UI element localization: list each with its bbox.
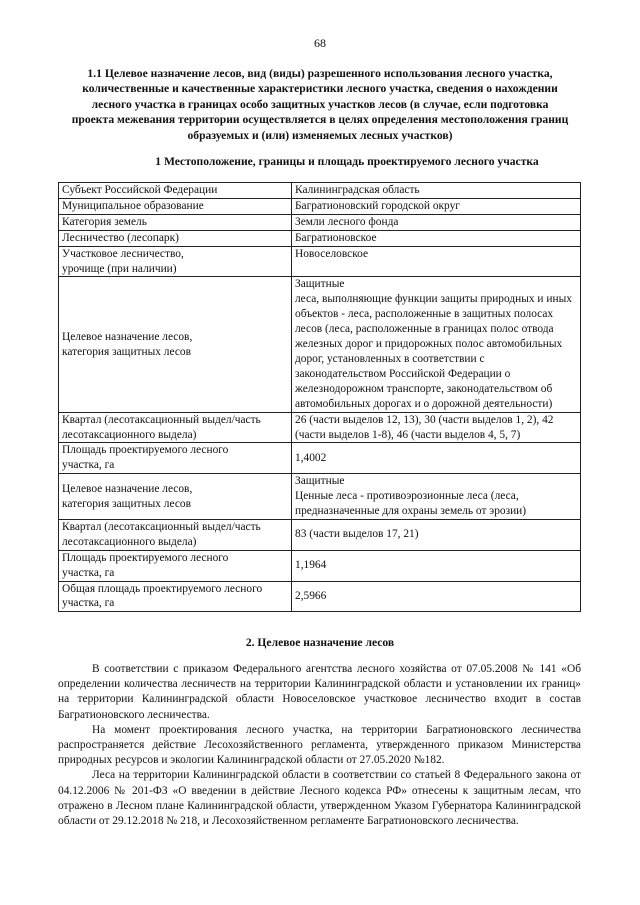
area-1-value: 1,4002	[292, 443, 581, 474]
area-2-label-line-1: Площадь проектируемого лесного	[62, 551, 229, 564]
quarter-1-label-line-1: Квартал (лесотаксационный выдел/часть	[62, 413, 261, 426]
quarter-1-label-line-2: лесотаксационного выдела)	[62, 428, 197, 441]
purpose-2-value-line-2: Ценные леса - противоэрозионные леса (леса, предназначенные для охраны земель от эрозии)	[295, 490, 527, 518]
total-area-label	[59, 581, 292, 612]
quarter-2-label-line-1: Квартал (лесотаксационный выдел/часть	[62, 520, 261, 533]
table-row-purpose-2	[59, 474, 581, 520]
table-row-area-2	[59, 550, 581, 581]
area-1-label-line-1: Площадь проектируемого лесного	[62, 444, 229, 457]
paragraph-3: Леса на территории Калининградской области в соответствии со статьей 8 Федерального закона от 04.12.2006 № 201-ФЗ «О введении в действие Лесного кодекса РФ» отнесены к защитным лесам, что отражено в Лесном плане Калининградской области, утвержденном Указом Губернатора Калининградской области от 29.12.2018 № 218, и Лесохозяйственном регламенте Багратионовского лесничества.	[58, 769, 581, 828]
municipality-label: Муниципальное образование	[59, 198, 292, 214]
quarter-2-label-line-2: лесотаксационного выдела)	[62, 535, 197, 548]
district-label	[59, 246, 292, 277]
table-row-municipality	[59, 198, 581, 214]
total-area-label-line-1: Общая площадь проектируемого лесного	[62, 582, 263, 595]
land-category-label: Категория земель	[59, 214, 292, 230]
quarter-1-value: 26 (части выделов 12, 13), 30 (части выделов 1, 2), 42 (части выделов 1-8), 46 (части выделов 4, 5, 7)	[292, 412, 581, 443]
district-label-line-1: Участковое лесничество,	[62, 247, 184, 260]
section-2-body	[58, 662, 581, 829]
district-value: Новоселовское	[292, 246, 581, 277]
table-row-total-area	[59, 581, 581, 612]
purpose-1-value-line-2: леса, выполняющие функции защиты природных и иных объектов - леса, расположенные в защитных полосах лесов (леса, расположенные в границах полос отвода железных дорог и придорожных полос автомобильных дорог, установленных в соответствии с законодательством Российской Федерации о железнодорожном транспорте, законодательством об автомобильных дорогах и о дорожной деятельности)	[295, 293, 572, 410]
purpose-2-label-line-2: категория защитных лесов	[62, 497, 191, 510]
quarter-2-value: 83 (части выделов 17, 21)	[292, 519, 581, 550]
area-2-label	[59, 550, 292, 581]
purpose-1-label-line-2: категория защитных лесов	[62, 345, 191, 358]
land-category-value: Земли лесного фонда	[292, 214, 581, 230]
area-2-value: 1,1964	[292, 550, 581, 581]
area-1-label	[59, 443, 292, 474]
quarter-2-label	[59, 519, 292, 550]
purpose-1-value-line-1: Защитные	[295, 278, 345, 291]
forest-plot-table	[58, 182, 581, 612]
purpose-1-value	[292, 277, 581, 412]
table-row-quarter-1	[59, 412, 581, 443]
page-number: 68	[314, 36, 326, 50]
table-row-forestry	[59, 230, 581, 246]
quarter-1-label	[59, 412, 292, 443]
area-1-label-line-2: участка, га	[62, 459, 115, 472]
table-row-quarter-2	[59, 519, 581, 550]
purpose-2-value	[292, 474, 581, 520]
district-label-line-2: урочище (при наличии)	[62, 262, 177, 275]
paragraph-2: На момент проектирования лесного участка, на территории Багратионовского лесничества распространяется действие Лесохозяйственного регламента, утвержденного приказом Министерства природных ресурсов и экологии Калининградской области от 27.05.2020 №182.	[58, 723, 581, 767]
table-row-area-1	[59, 443, 581, 474]
area-2-label-line-2: участка, га	[62, 566, 115, 579]
table-row-land-category	[59, 214, 581, 230]
purpose-2-value-line-1: Защитные	[295, 475, 345, 488]
purpose-1-label	[59, 277, 292, 412]
total-area-value: 2,5966	[292, 581, 581, 612]
forestry-label: Лесничество (лесопарк)	[59, 230, 292, 246]
purpose-2-label-line-1: Целевое назначение лесов,	[62, 482, 193, 495]
section-1-1-heading: 1.1 Целевое назначение лесов, вид (виды) разрешенного использования лесного участка, количественные и качественные характеристики лесного участка, сведения о нахождении лесного участка в границах особо защитных участков лесов (в случае, если подготовка проекта межевания территории осуществляется в целях определения местоположения границ образуемых и (или) изменяемых лесных участков)	[71, 67, 569, 142]
table-row-subject	[59, 183, 581, 199]
subject-label: Субъект Российской Федерации	[59, 183, 292, 199]
forestry-value: Багратионовское	[292, 230, 581, 246]
table-row-district	[59, 246, 581, 277]
table-title: 1 Местоположение, границы и площадь проектируемого лесного участка	[155, 155, 539, 168]
purpose-2-label	[59, 474, 292, 520]
subject-value: Калининградская область	[292, 183, 581, 199]
paragraph-1: В соответствии с приказом Федерального агентства лесного хозяйства от 07.05.2008 № 141 «Об определении количества лесничеств на территории Калининградской области и установлении их границ» на территории Калининградской области Новоселовское участковое лесничество входит в состав Багратионовского лесничества.	[58, 663, 581, 721]
municipality-value: Багратионовский городской округ	[292, 198, 581, 214]
total-area-label-line-2: участка, га	[62, 597, 115, 610]
section-2-heading: 2. Целевое назначение лесов	[245, 636, 395, 649]
purpose-1-label-line-1: Целевое назначение лесов,	[62, 330, 193, 343]
table-row-purpose-1	[59, 277, 581, 412]
